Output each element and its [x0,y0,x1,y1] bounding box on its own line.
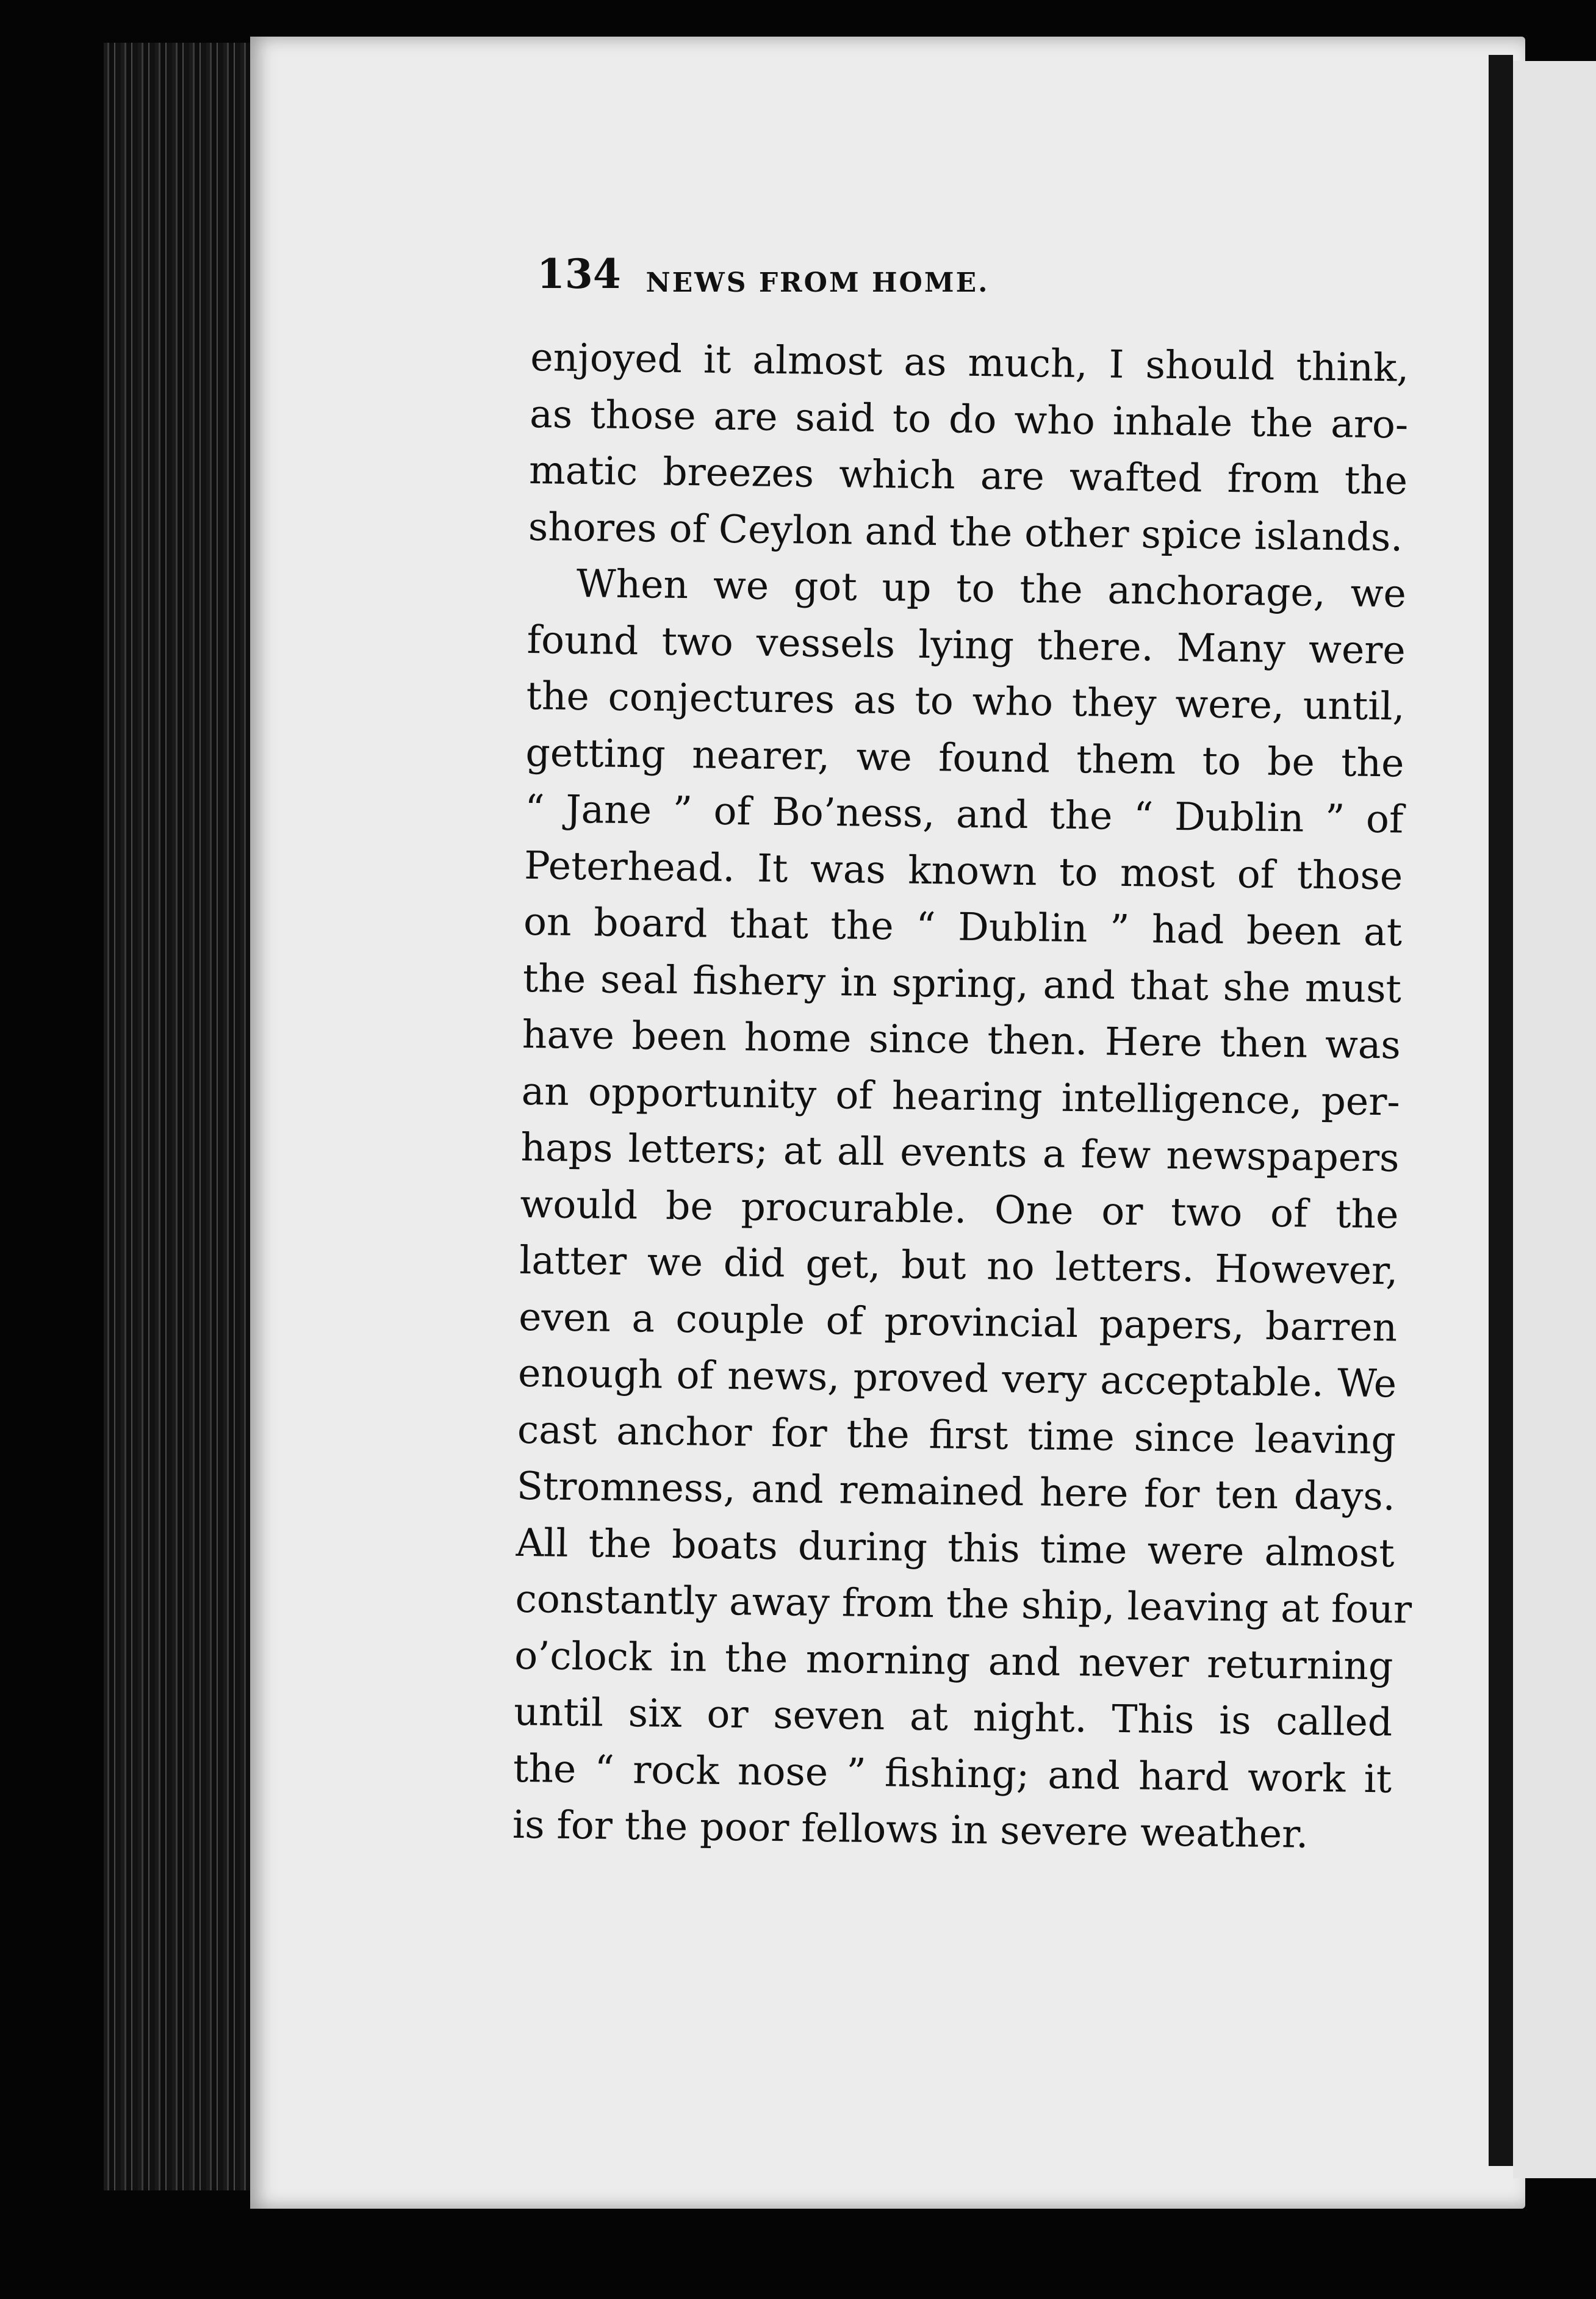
text-line: the “ rock nose ” fishing; and hard work it [512,1746,1392,1801]
text-line: latter we did get, but no letters. However, [519,1237,1398,1293]
text-line: o’clock in the morning and never returning [514,1633,1393,1688]
facing-page-edge [1513,61,1596,2178]
text-line: constantly away from the ship, leaving at four [515,1576,1412,1632]
text-line: an opportunity of hearing intelligence, per- [521,1068,1401,1124]
text-line: even a couple of provincial papers, barren [518,1294,1398,1350]
text-line: “ Jane ” of Bo’ness, and the “ Dublin ” of [524,786,1404,842]
body-text [512,329,1412,1864]
text-line: would be procurable. One or two of the [520,1181,1399,1237]
text-line: found two vessels lying there. Many were [527,617,1406,673]
text-line: cast anchor for the first time since leaving [517,1407,1396,1463]
text-line: All the boats during this time were almost [516,1520,1395,1575]
page-number: 134 [537,250,621,298]
text-line: until six or seven at night. This is called [513,1689,1393,1745]
text-line: the seal fishery in spring, and that she must [522,955,1402,1012]
text-line: enough of news, proved very acceptable. We [517,1350,1397,1406]
text-line: on board that the “ Dublin ” had been at [523,899,1403,955]
text-line: matic breezes which are wafted from the [528,447,1408,503]
text-line: getting nearer, we found them to be the [525,730,1404,786]
text-line: have been home since then. Here then was [522,1012,1401,1068]
text-line: is for the poor fellows in severe weather. [512,1802,1309,1857]
text-line: enjoyed it almost as much, I should think, [530,334,1409,390]
text-line: Peterhead. It was known to most of those [523,843,1403,899]
text-line: as those are said to do who inhale the aro- [529,391,1409,447]
page-header [537,250,1147,299]
text-line: Stromness, and remained here for ten days. [516,1463,1396,1519]
text-line: shores of Ceylon and the other spice islands. [528,504,1403,559]
running-head: NEWS FROM HOME. [645,267,990,298]
gutter-shadow [1489,55,1513,2166]
text-line: When we got up to the anchorage, we [576,561,1407,616]
text-line: haps letters; at all events a few newspapers [520,1124,1400,1181]
text-line: the conjectures as to who they were, until, [526,673,1406,729]
